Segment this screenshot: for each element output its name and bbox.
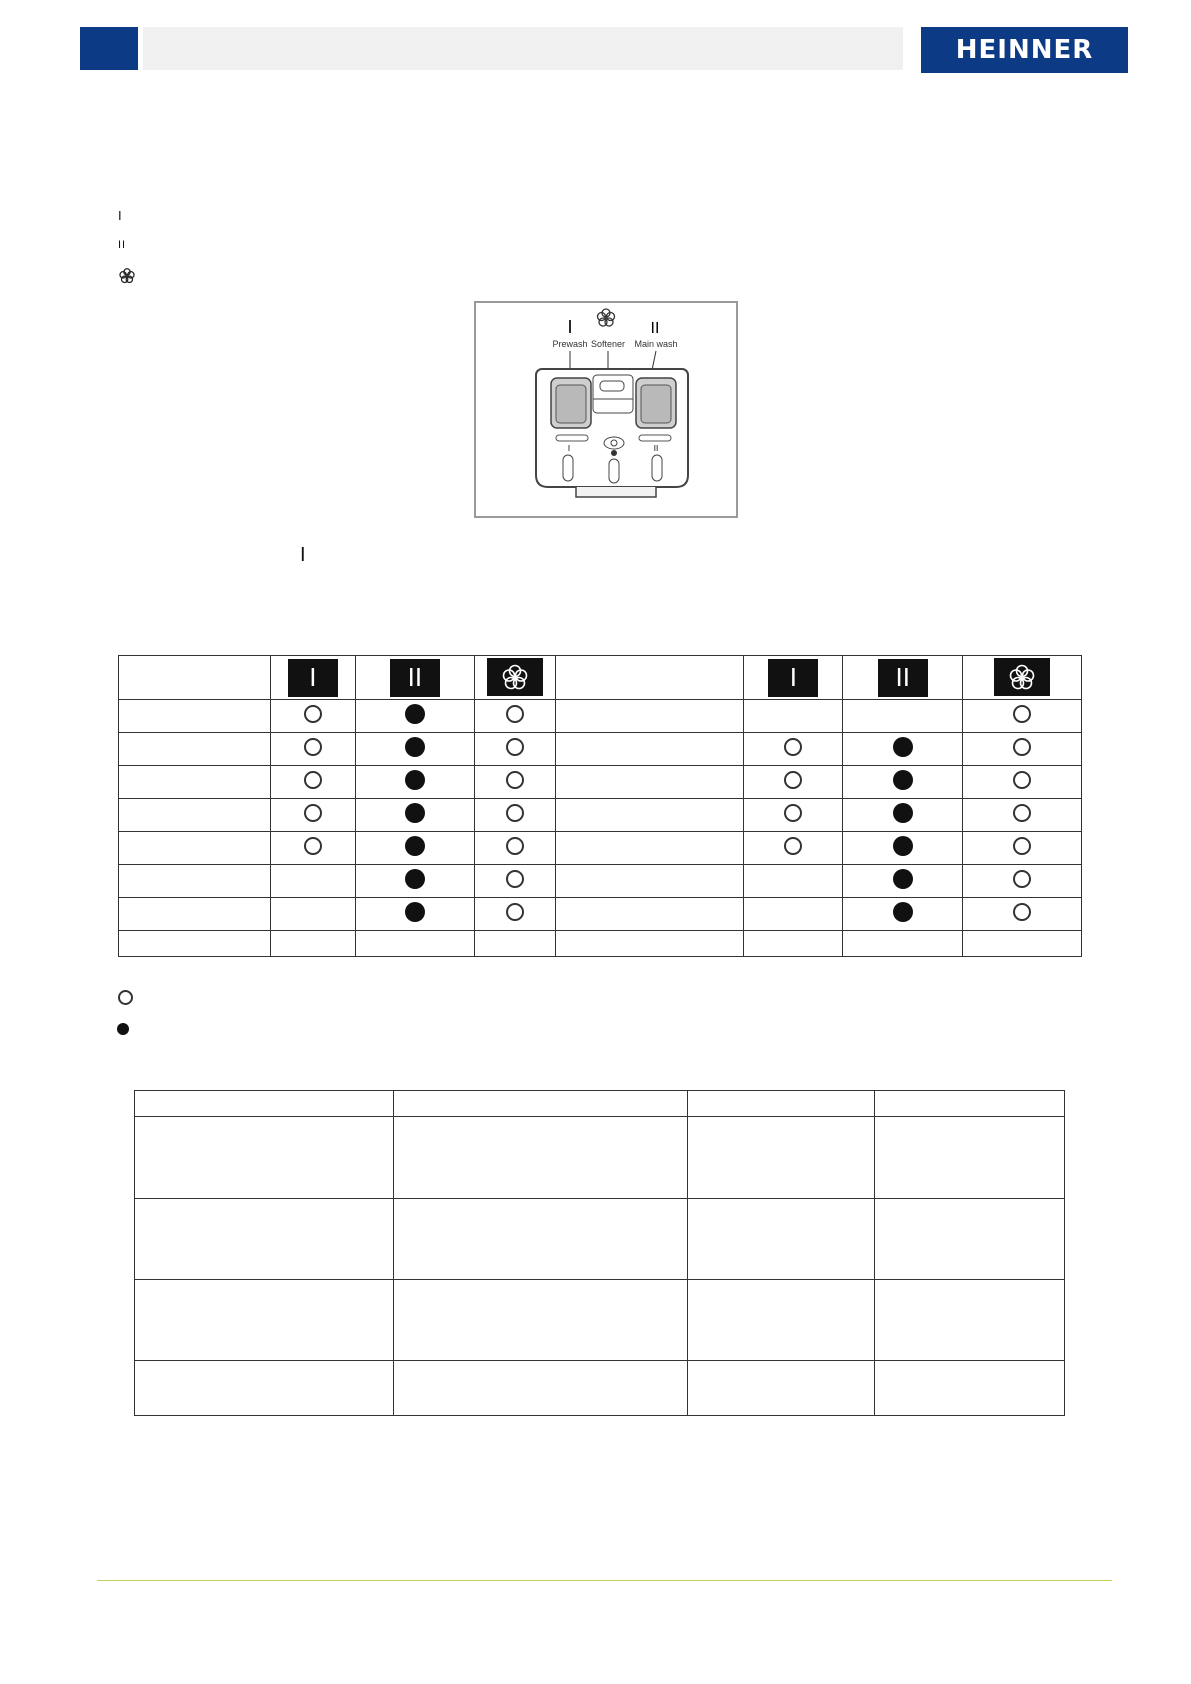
header-flower-icon <box>994 658 1050 696</box>
table-cell <box>355 832 475 865</box>
table-cell <box>271 766 355 799</box>
table-row <box>135 1280 1065 1361</box>
table-cell <box>355 700 475 733</box>
open-circle-icon <box>304 837 322 855</box>
table-cell <box>963 865 1082 898</box>
table-cell <box>271 931 355 957</box>
info-table-header <box>135 1091 1065 1117</box>
table-cell <box>688 1199 875 1280</box>
open-circle-icon <box>1013 837 1031 855</box>
header-prewash-symbol: I <box>288 659 338 697</box>
filled-circle-icon <box>893 737 913 757</box>
table-cell <box>119 865 271 898</box>
table-cell <box>475 766 556 799</box>
table-cell <box>394 1280 688 1361</box>
header-main-wash-symbol: II <box>390 659 440 697</box>
legend-softener <box>118 267 136 285</box>
table-cell <box>119 700 271 733</box>
table-cell <box>355 766 475 799</box>
flower-icon <box>118 267 136 285</box>
open-circle-icon <box>1013 738 1031 756</box>
table-cell <box>843 832 963 865</box>
table-cell <box>963 799 1082 832</box>
filled-circle-icon <box>405 836 425 856</box>
table-cell <box>744 898 843 931</box>
table-row <box>135 1117 1065 1199</box>
table-cell <box>688 1280 875 1361</box>
table-cell <box>963 733 1082 766</box>
open-circle-icon <box>506 804 524 822</box>
table-cell <box>555 766 744 799</box>
table-cell <box>843 898 963 931</box>
table-header-cell <box>475 656 556 700</box>
table-cell <box>744 931 843 957</box>
table-cell <box>875 1280 1065 1361</box>
table-cell <box>355 931 475 957</box>
table-cell <box>355 898 475 931</box>
prewash-symbol: I <box>118 207 122 223</box>
open-circle-icon <box>784 804 802 822</box>
table-row <box>119 799 1082 832</box>
table-cell <box>843 700 963 733</box>
filled-circle-icon <box>893 869 913 889</box>
brand-logo: HEINNER <box>921 27 1128 73</box>
figure-main-symbol: II <box>650 320 660 337</box>
table-cell <box>271 700 355 733</box>
table-cell <box>688 1117 875 1199</box>
table-cell <box>843 931 963 957</box>
filled-circle-icon <box>893 836 913 856</box>
table-cell <box>555 799 744 832</box>
table-cell <box>135 1280 394 1361</box>
table-cell <box>475 832 556 865</box>
header-prewash-symbol: I <box>768 659 818 697</box>
table-cell <box>843 733 963 766</box>
open-circle-icon <box>304 804 322 822</box>
table-cell <box>744 733 843 766</box>
table-cell <box>963 832 1082 865</box>
table-cell <box>475 700 556 733</box>
filled-circle-icon <box>893 803 913 823</box>
open-circle-icon <box>1013 870 1031 888</box>
table-cell <box>119 799 271 832</box>
table-cell <box>843 766 963 799</box>
table-cell <box>555 733 744 766</box>
table-row <box>119 931 1082 957</box>
table-row <box>119 766 1082 799</box>
table-cell <box>271 898 355 931</box>
open-circle-icon <box>784 771 802 789</box>
figure-softener-label: Softener <box>590 339 626 349</box>
table-cell <box>355 865 475 898</box>
table-cell <box>843 865 963 898</box>
open-circle-icon <box>304 771 322 789</box>
table-cell <box>271 865 355 898</box>
info-table <box>134 1090 1065 1416</box>
open-circle-icon <box>506 738 524 756</box>
table-cell <box>963 931 1082 957</box>
filled-circle-icon <box>893 770 913 790</box>
table-cell <box>744 865 843 898</box>
detergent-drawer-figure <box>474 301 738 518</box>
table-cell <box>119 898 271 931</box>
table-cell <box>688 1361 875 1416</box>
figure-flower-icon <box>598 309 615 326</box>
filled-circle-icon <box>405 803 425 823</box>
table-cell <box>875 1117 1065 1199</box>
table-cell <box>688 1091 875 1117</box>
filled-circle-icon <box>893 902 913 922</box>
table-header-cell <box>355 656 475 700</box>
table-cell <box>119 733 271 766</box>
open-circle-icon <box>784 837 802 855</box>
header-flower-icon <box>487 658 543 696</box>
table-cell <box>963 766 1082 799</box>
open-circle-icon <box>1013 705 1031 723</box>
detergent-dose-table <box>118 655 1082 957</box>
open-circle-icon <box>1013 804 1031 822</box>
filled-circle-icon <box>405 869 425 889</box>
figure-prewash-label: Prewash <box>552 339 588 349</box>
table-cell <box>875 1199 1065 1280</box>
figure-bottom-right-symbol: II <box>653 444 659 453</box>
table-cell <box>555 931 744 957</box>
table-cell <box>475 799 556 832</box>
table-header-cell <box>843 656 963 700</box>
open-circle-icon <box>506 705 524 723</box>
table-cell <box>475 733 556 766</box>
figure-bottom-left-symbol: I <box>567 444 571 453</box>
table-cell <box>394 1199 688 1280</box>
dose-table-header <box>119 656 1082 700</box>
table-cell <box>135 1117 394 1199</box>
footer-divider <box>97 1580 1112 1581</box>
table-cell <box>963 700 1082 733</box>
table-cell <box>744 799 843 832</box>
table-cell <box>135 1091 394 1117</box>
table-cell <box>475 931 556 957</box>
table-header-cell <box>744 656 843 700</box>
table-cell <box>135 1361 394 1416</box>
table-cell <box>119 832 271 865</box>
header-main-wash-symbol: II <box>878 659 928 697</box>
table-cell <box>355 733 475 766</box>
filled-circle-icon <box>117 1022 129 1040</box>
filled-circle-icon <box>405 770 425 790</box>
open-circle-icon <box>304 705 322 723</box>
table-cell <box>355 799 475 832</box>
figure-prewash-symbol: I <box>567 317 573 337</box>
open-circle-icon <box>118 990 133 1010</box>
table-cell <box>394 1117 688 1199</box>
header-bar <box>143 27 903 70</box>
table-cell <box>475 865 556 898</box>
table-header-cell <box>271 656 355 700</box>
open-circle-icon <box>1013 771 1031 789</box>
table-row <box>119 865 1082 898</box>
open-circle-icon <box>506 870 524 888</box>
table-row <box>135 1199 1065 1280</box>
table-header-cell <box>963 656 1082 700</box>
table-row <box>135 1361 1065 1416</box>
open-circle-icon <box>304 738 322 756</box>
table-row <box>119 898 1082 931</box>
table-cell <box>875 1091 1065 1117</box>
table-cell <box>555 832 744 865</box>
table-cell <box>135 1199 394 1280</box>
main-wash-symbol: II <box>118 239 127 251</box>
table-cell <box>271 733 355 766</box>
table-cell <box>475 898 556 931</box>
open-circle-icon <box>506 837 524 855</box>
table-cell <box>963 898 1082 931</box>
filled-circle-icon <box>405 704 425 724</box>
filled-circle-icon <box>405 902 425 922</box>
table-cell <box>394 1091 688 1117</box>
filled-circle-icon <box>405 737 425 757</box>
table-cell <box>555 898 744 931</box>
open-circle-icon <box>1013 903 1031 921</box>
table-row <box>119 832 1082 865</box>
table-cell <box>271 832 355 865</box>
table-header-cell <box>119 656 271 700</box>
open-circle-icon <box>784 738 802 756</box>
table-row <box>119 700 1082 733</box>
table-cell <box>394 1361 688 1416</box>
figure-main-label: Main wash <box>634 339 678 349</box>
table-cell <box>843 799 963 832</box>
legend-prewash <box>118 206 122 224</box>
table-cell <box>271 799 355 832</box>
table-cell <box>119 931 271 957</box>
table-header-cell <box>555 656 744 700</box>
table-cell <box>744 700 843 733</box>
open-circle-icon <box>506 771 524 789</box>
legend-main-wash <box>118 236 126 254</box>
table-cell <box>744 766 843 799</box>
table-cell <box>119 766 271 799</box>
table-cell <box>744 832 843 865</box>
open-circle-icon <box>506 903 524 921</box>
table-row <box>119 733 1082 766</box>
table-cell <box>555 700 744 733</box>
inline-prewash-symbol: I <box>300 544 306 566</box>
table-cell <box>875 1361 1065 1416</box>
header-accent-square <box>80 27 138 70</box>
table-cell <box>555 865 744 898</box>
